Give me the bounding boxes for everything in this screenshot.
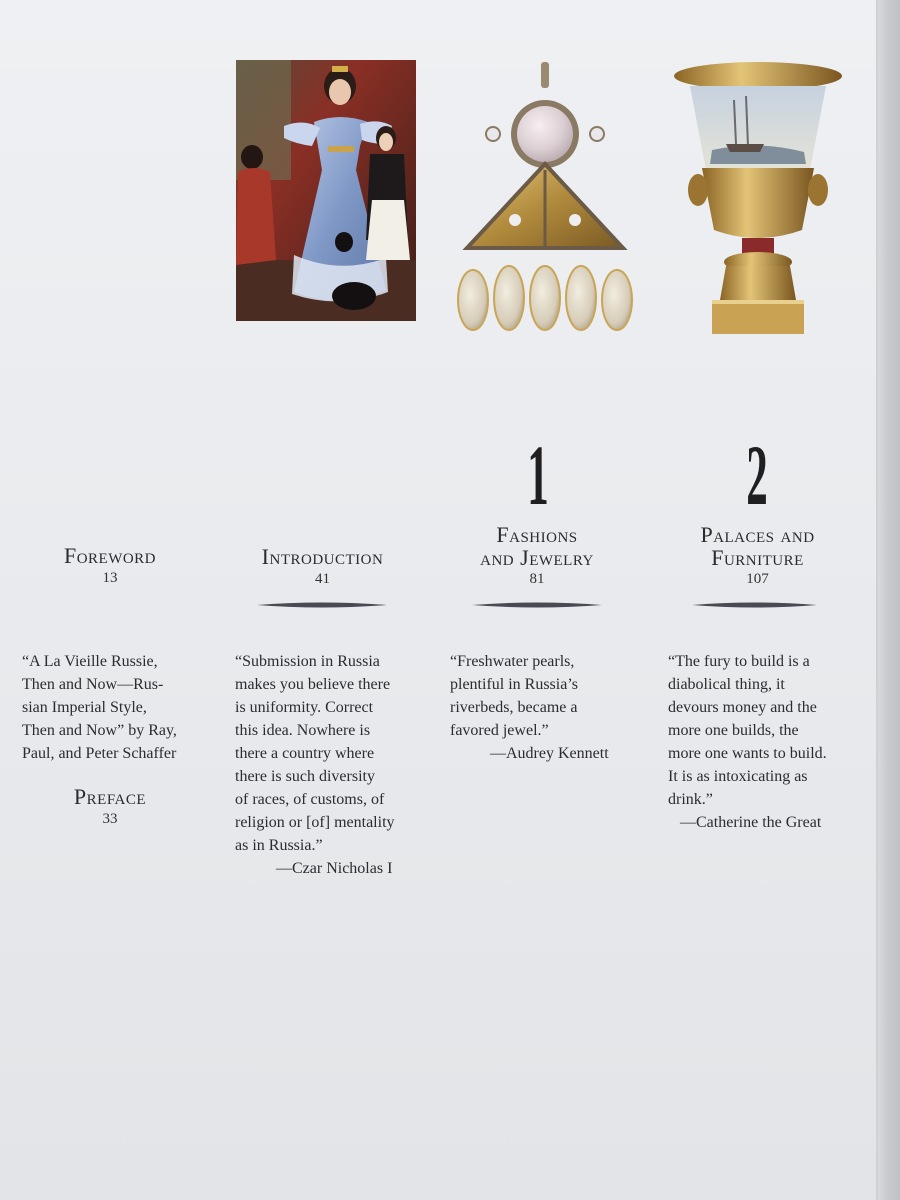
porcelain-vase-image: [672, 60, 844, 338]
pendant-jewel-image: [455, 60, 640, 335]
introduction-page-number: 41: [315, 571, 330, 587]
chapter-1-attribution: —Audrey Kennett: [490, 745, 609, 762]
chapter-2-heading-line1: Palaces and: [700, 522, 815, 547]
chapter-2-heading-line2: Furniture: [711, 545, 804, 570]
foreword-page-number: 13: [102, 570, 118, 586]
chapter-2-number: 2: [746, 427, 768, 523]
chapter-2-attribution: —Catherine the Great: [680, 814, 822, 831]
chapter-1-quote: “Freshwater pearls, plentiful in Russia’s riverbeds, became a favored jewel.”: [450, 653, 578, 739]
page-edge: [878, 0, 900, 1200]
preface-page-number: 33: [102, 811, 118, 827]
chapter-1-divider: [472, 601, 602, 609]
introduction-quote: “Submission in Russia makes you believe there is uniformity. Correct this idea. Nowhere is there a country where there is such diversity of races, of customs, of religion or [of] mentality as in Russia.”: [235, 653, 395, 854]
foreword-heading: Foreword: [63, 543, 157, 568]
introduction-divider: [257, 601, 387, 609]
preface-heading: Preface: [73, 784, 147, 809]
chapter-2-page-number: 107: [746, 571, 769, 587]
introduction-attribution: —Czar Nicholas I: [276, 860, 393, 877]
portrait-painting-image: [236, 60, 416, 321]
chapter-1-heading-line1: Fashions: [496, 522, 578, 547]
chapter-1-page-number: 81: [529, 571, 545, 587]
chapter-1-number: 1: [527, 427, 549, 523]
chapter-2-divider: [692, 601, 817, 609]
introduction-heading: Introduction: [261, 544, 384, 569]
chapter-1-heading-line2: and Jewelry: [480, 545, 594, 570]
foreword-quote: “A La Vieille Russie, Then and Now—Rus- sian Imperial Style, Then and Now” by Ray, Paul, and Peter Schaffer: [22, 653, 177, 762]
chapter-2-quote: “The fury to build is a diabolical thing, it devours money and the more one builds, the more one wants to build. It is as intoxicating as drink.”: [668, 653, 827, 808]
